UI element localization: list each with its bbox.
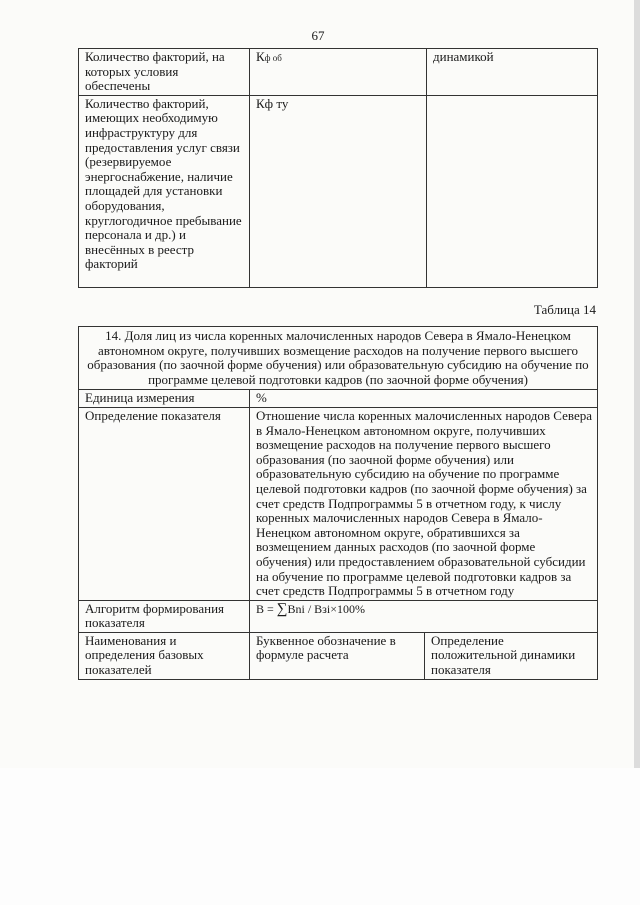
base-indicators-label: Наименования и определения базовых показателей (79, 632, 250, 679)
unit-value: % (250, 390, 598, 408)
definition-label: Определение показателя (79, 407, 250, 600)
table-header-row (79, 327, 598, 390)
row-note (427, 95, 598, 287)
table-row (79, 600, 598, 632)
indicator-table-14 (78, 326, 598, 680)
formula-left: В = (256, 601, 274, 616)
table-row (79, 49, 598, 96)
row-label: Количество факторий, имеющих необходимую инфраструктуру для предоставления услуг связи (резервируемое энергоснабжение, наличие площадей для установки оборудования, круглогодичное пребывание персонала и др.) и внесённых в реестр факторий (79, 95, 250, 287)
unit-label: Единица измерения (79, 390, 250, 408)
symbol-subscript: ф об (264, 53, 282, 63)
row-symbol: Кф ту (250, 95, 427, 287)
algorithm-label: Алгоритм формирования показателя (79, 600, 250, 632)
base-dynamics-header: Определение положительной динамики показателя (425, 632, 598, 679)
table-row (79, 390, 598, 408)
table-row (79, 95, 598, 287)
table-row (79, 407, 598, 600)
indicator-table-continued (78, 48, 598, 288)
table-caption: Таблица 14 (533, 302, 596, 317)
page-number: 67 (311, 28, 325, 43)
formula-right: Вni / Взi×100% (287, 601, 365, 616)
row-note: динамикой (427, 49, 598, 96)
sigma-symbol: ∑ (276, 600, 288, 617)
row-label: Количество факторий, на которых условия обеспечены (79, 49, 250, 96)
row-symbol (250, 49, 427, 96)
base-symbol-header: Буквенное обозначение в формуле расчета (250, 632, 425, 679)
definition-value: Отношение числа коренных малочисленных народов Севера в Ямало-Ненецком автономном округе, получивших возмещение расходов на получение первого высшего образования (по заочной форме обучения) или образовательную субсидию на обучение по программе целевой подготовки кадров (по заочной форме обучения) за счет средств Подпрограммы 5 в отчетном году, к числу коренных малочисленных народов Севера в Ямало-Ненецком автономном округе, обратившихся за возмещением данных расходов (по заочной форме обучения) или предоставлением образовательной субсидии на обучение по программе целевой подготовки кадров за счет средств Подпрограммы 5 в отчетном году (250, 407, 598, 600)
formula (250, 600, 598, 632)
symbol-main: К (256, 49, 265, 64)
table-title: 14. Доля лиц из числа коренных малочисленных народов Севера в Ямало-Ненецком автономном округе, получивших возмещение расходов на получение первого высшего образования (по заочной форме обучения) или образовательную субсидию на обучение по программе целевой подготовки кадров (по заочной форме обучения) (79, 327, 598, 390)
blank-area (0, 768, 640, 905)
scan-edge-shadow (634, 0, 640, 768)
table-row (79, 632, 598, 679)
